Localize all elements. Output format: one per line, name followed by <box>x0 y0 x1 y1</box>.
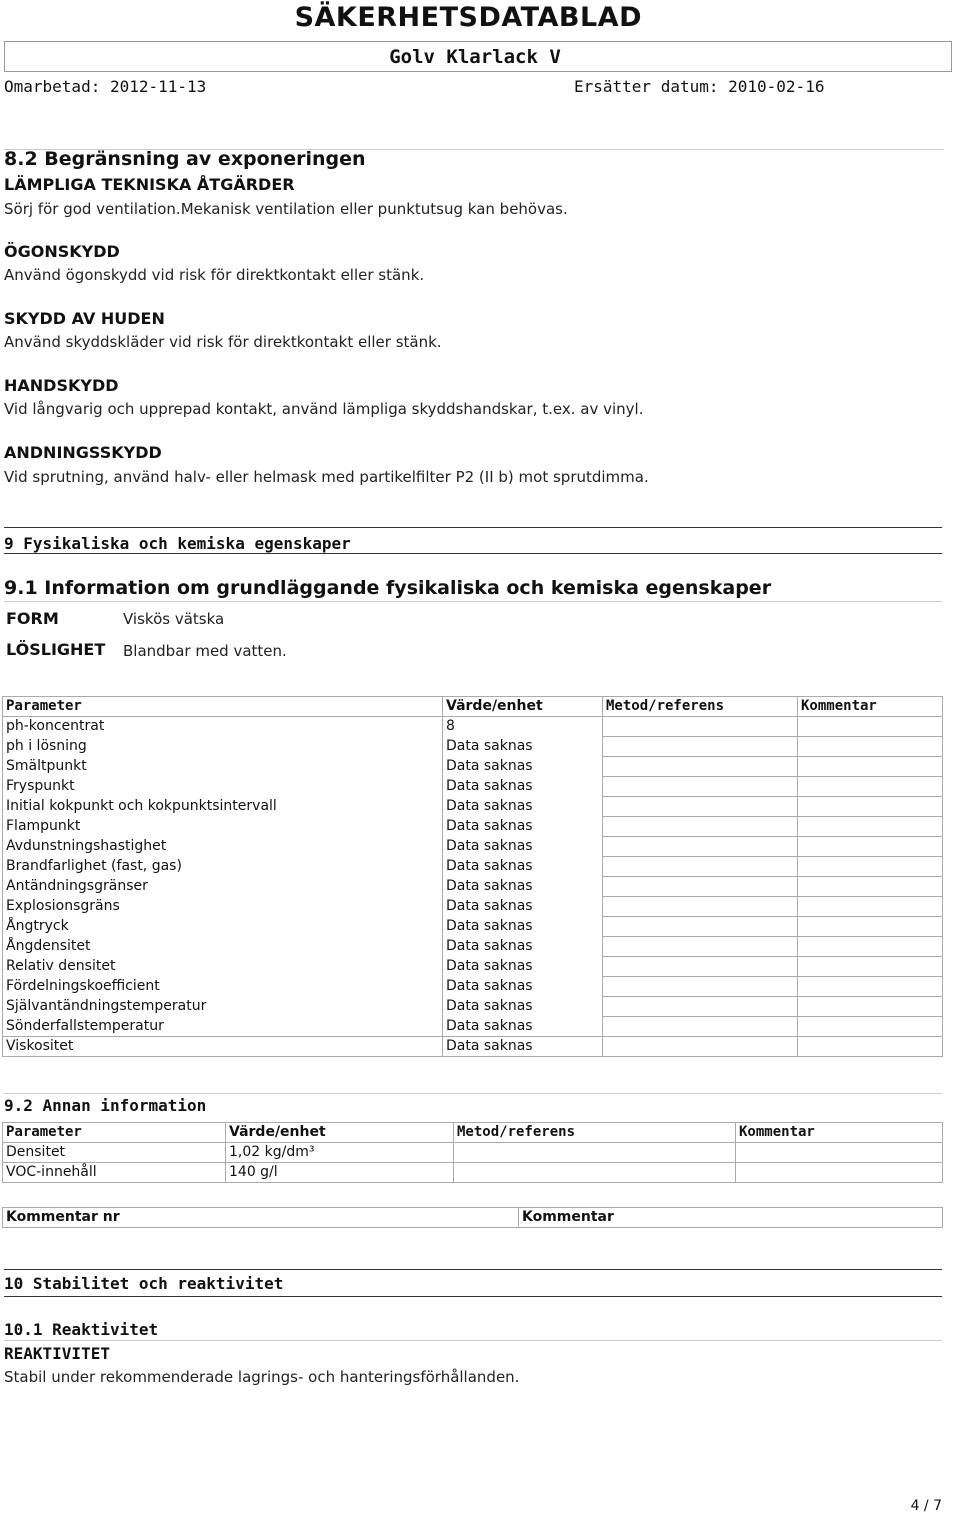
value-cell: Data saknas <box>443 897 603 917</box>
comment-cell <box>798 977 943 997</box>
parameter-cell: Explosionsgräns <box>3 897 443 917</box>
table-row <box>3 937 943 957</box>
revised-date: Omarbetad: 2012-11-13 <box>4 77 207 96</box>
product-name: Golv Klarlack V <box>389 46 561 68</box>
table-row <box>3 1037 943 1057</box>
parameter-cell: Ångtryck <box>3 917 443 937</box>
eye-protection-text: Använd ögonskydd vid risk för direktkontakt eller stänk. <box>4 266 425 284</box>
section-10-top-rule <box>4 1269 942 1270</box>
comment-cell <box>798 1017 943 1037</box>
comment-cell <box>736 1163 943 1183</box>
table-row <box>3 877 943 897</box>
table-row <box>3 1017 943 1037</box>
column-header-comment-no: Kommentar nr <box>3 1208 519 1228</box>
parameter-cell: Antändningsgränser <box>3 877 443 897</box>
method-cell <box>603 717 798 737</box>
comment-cell <box>798 757 943 777</box>
parameter-cell: Flampunkt <box>3 817 443 837</box>
comment-cell <box>798 777 943 797</box>
parameter-cell: Självantändningstemperatur <box>3 997 443 1017</box>
method-cell <box>603 937 798 957</box>
method-cell <box>603 997 798 1017</box>
table-row <box>3 837 943 857</box>
column-header-value: Värde/enhet <box>443 697 603 717</box>
parameter-cell: Ångdensitet <box>3 937 443 957</box>
form-value: Viskös vätska <box>123 610 225 628</box>
page-number: 4 / 7 <box>910 1498 942 1514</box>
method-cell <box>603 877 798 897</box>
method-cell <box>454 1163 736 1183</box>
method-cell <box>603 897 798 917</box>
section-9-top-rule <box>4 527 942 528</box>
method-cell <box>603 857 798 877</box>
section-9-1-heading: 9.1 Information om grundläggande fysikaliska och kemiska egenskaper <box>4 577 772 599</box>
technical-measures-heading: LÄMPLIGA TEKNISKA ÅTGÄRDER <box>4 175 295 194</box>
column-header-method: Metod/referens <box>454 1123 736 1143</box>
column-header-parameter: Parameter <box>3 697 443 717</box>
comment-cell <box>798 937 943 957</box>
other-info-table <box>2 1122 943 1183</box>
divider-10-1 <box>4 1340 942 1341</box>
hand-protection-heading: HANDSKYDD <box>4 376 119 395</box>
table-row <box>3 957 943 977</box>
value-cell: Data saknas <box>443 917 603 937</box>
method-cell <box>603 797 798 817</box>
comment-cell <box>798 857 943 877</box>
divider-9-1 <box>4 601 942 602</box>
comment-cell <box>798 897 943 917</box>
column-header-comment: Kommentar <box>798 697 943 717</box>
comment-cell <box>798 817 943 837</box>
section-9-bottom-rule <box>4 553 942 554</box>
value-cell: Data saknas <box>443 817 603 837</box>
divider-9-2 <box>4 1093 942 1094</box>
parameter-cell: Relativ densitet <box>3 957 443 977</box>
method-cell <box>603 917 798 937</box>
solubility-value: Blandbar med vatten. <box>123 642 287 660</box>
parameter-cell: VOC-innehåll <box>3 1163 226 1183</box>
skin-protection-text: Använd skyddskläder vid risk för direktkontakt eller stänk. <box>4 333 442 351</box>
value-cell: Data saknas <box>443 777 603 797</box>
table-row <box>3 917 943 937</box>
skin-protection-heading: SKYDD AV HUDEN <box>4 309 165 328</box>
column-header-parameter: Parameter <box>3 1123 226 1143</box>
form-label: FORM <box>6 609 59 628</box>
value-cell: 140 g/l <box>226 1163 454 1183</box>
table-row <box>3 737 943 757</box>
table-row <box>3 897 943 917</box>
table-row <box>3 757 943 777</box>
comment-cell <box>736 1143 943 1163</box>
method-cell <box>603 777 798 797</box>
section-10-bottom-rule <box>4 1296 942 1297</box>
method-cell <box>603 757 798 777</box>
table-row <box>3 717 943 737</box>
properties-table <box>2 696 943 1057</box>
table-row <box>3 797 943 817</box>
value-cell: Data saknas <box>443 737 603 757</box>
value-cell: Data saknas <box>443 977 603 997</box>
value-cell: Data saknas <box>443 857 603 877</box>
parameter-cell: Avdunstningshastighet <box>3 837 443 857</box>
value-cell: 8 <box>443 717 603 737</box>
column-header-value: Värde/enhet <box>226 1123 454 1143</box>
method-cell <box>603 1017 798 1037</box>
respiratory-protection-text: Vid sprutning, använd halv- eller helmask med partikelfilter P2 (II b) mot sprutdimma. <box>4 468 649 486</box>
comment-cell <box>798 797 943 817</box>
parameter-cell: Brandfarlighet (fast, gas) <box>3 857 443 877</box>
method-cell <box>603 817 798 837</box>
method-cell <box>603 1037 798 1057</box>
table-row <box>3 997 943 1017</box>
comment-cell <box>798 1037 943 1057</box>
solubility-label: LÖSLIGHET <box>6 640 106 659</box>
table-row <box>3 777 943 797</box>
section-8-2-heading: 8.2 Begränsning av exponeringen <box>4 148 366 170</box>
method-cell <box>603 837 798 857</box>
column-header-comment: Kommentar <box>519 1208 943 1228</box>
value-cell: Data saknas <box>443 997 603 1017</box>
value-cell: Data saknas <box>443 937 603 957</box>
document-title: SÄKERHETSDATABLAD <box>294 2 642 33</box>
value-cell: 1,02 kg/dm³ <box>226 1143 454 1163</box>
table-header-row <box>3 1208 943 1228</box>
table-row <box>3 857 943 877</box>
parameter-cell: Initial kokpunkt och kokpunktsintervall <box>3 797 443 817</box>
comment-cell <box>798 957 943 977</box>
parameter-cell: Viskositet <box>3 1037 443 1057</box>
parameter-cell: ph-koncentrat <box>3 717 443 737</box>
comment-cell <box>798 737 943 757</box>
section-10-1-heading: 10.1 Reaktivitet <box>4 1320 159 1339</box>
parameter-cell: Fryspunkt <box>3 777 443 797</box>
comments-table <box>2 1207 943 1228</box>
value-cell: Data saknas <box>443 797 603 817</box>
method-cell <box>603 737 798 757</box>
comment-cell <box>798 717 943 737</box>
parameter-cell: Smältpunkt <box>3 757 443 777</box>
table-row <box>3 977 943 997</box>
table-header-row <box>3 1123 943 1143</box>
respiratory-protection-heading: ANDNINGSSKYDD <box>4 443 162 462</box>
method-cell <box>603 977 798 997</box>
column-header-comment: Kommentar <box>736 1123 943 1143</box>
value-cell: Data saknas <box>443 757 603 777</box>
method-cell <box>454 1143 736 1163</box>
value-cell: Data saknas <box>443 1037 603 1057</box>
section-10-heading: 10 Stabilitet och reaktivitet <box>4 1274 284 1293</box>
table-row <box>3 817 943 837</box>
parameter-cell: Sönderfallstemperatur <box>3 1017 443 1037</box>
value-cell: Data saknas <box>443 877 603 897</box>
section-9-2-heading: 9.2 Annan information <box>4 1096 207 1115</box>
value-cell: Data saknas <box>443 837 603 857</box>
table-row <box>3 1163 943 1183</box>
comment-cell <box>798 917 943 937</box>
parameter-cell: Densitet <box>3 1143 226 1163</box>
technical-measures-text: Sörj för god ventilation.Mekanisk ventilation eller punktutsug kan behövas. <box>4 200 568 218</box>
column-header-method: Metod/referens <box>603 697 798 717</box>
hand-protection-text: Vid långvarig och upprepad kontakt, använd lämpliga skyddshandskar, t.ex. av vinyl. <box>4 400 644 418</box>
replaces-date: Ersätter datum: 2010-02-16 <box>574 77 825 96</box>
table-row <box>3 1143 943 1163</box>
parameter-cell: Fördelningskoefficient <box>3 977 443 997</box>
comment-cell <box>798 997 943 1017</box>
eye-protection-heading: ÖGONSKYDD <box>4 242 120 261</box>
value-cell: Data saknas <box>443 957 603 977</box>
value-cell: Data saknas <box>443 1017 603 1037</box>
section-9-heading: 9 Fysikaliska och kemiska egenskaper <box>4 534 351 553</box>
parameter-cell: ph i lösning <box>3 737 443 757</box>
reactivity-text: Stabil under rekommenderade lagrings- och hanteringsförhållanden. <box>4 1368 520 1386</box>
table-header-row <box>3 697 943 717</box>
comment-cell <box>798 877 943 897</box>
reactivity-heading: REAKTIVITET <box>4 1344 110 1363</box>
method-cell <box>603 957 798 977</box>
comment-cell <box>798 837 943 857</box>
